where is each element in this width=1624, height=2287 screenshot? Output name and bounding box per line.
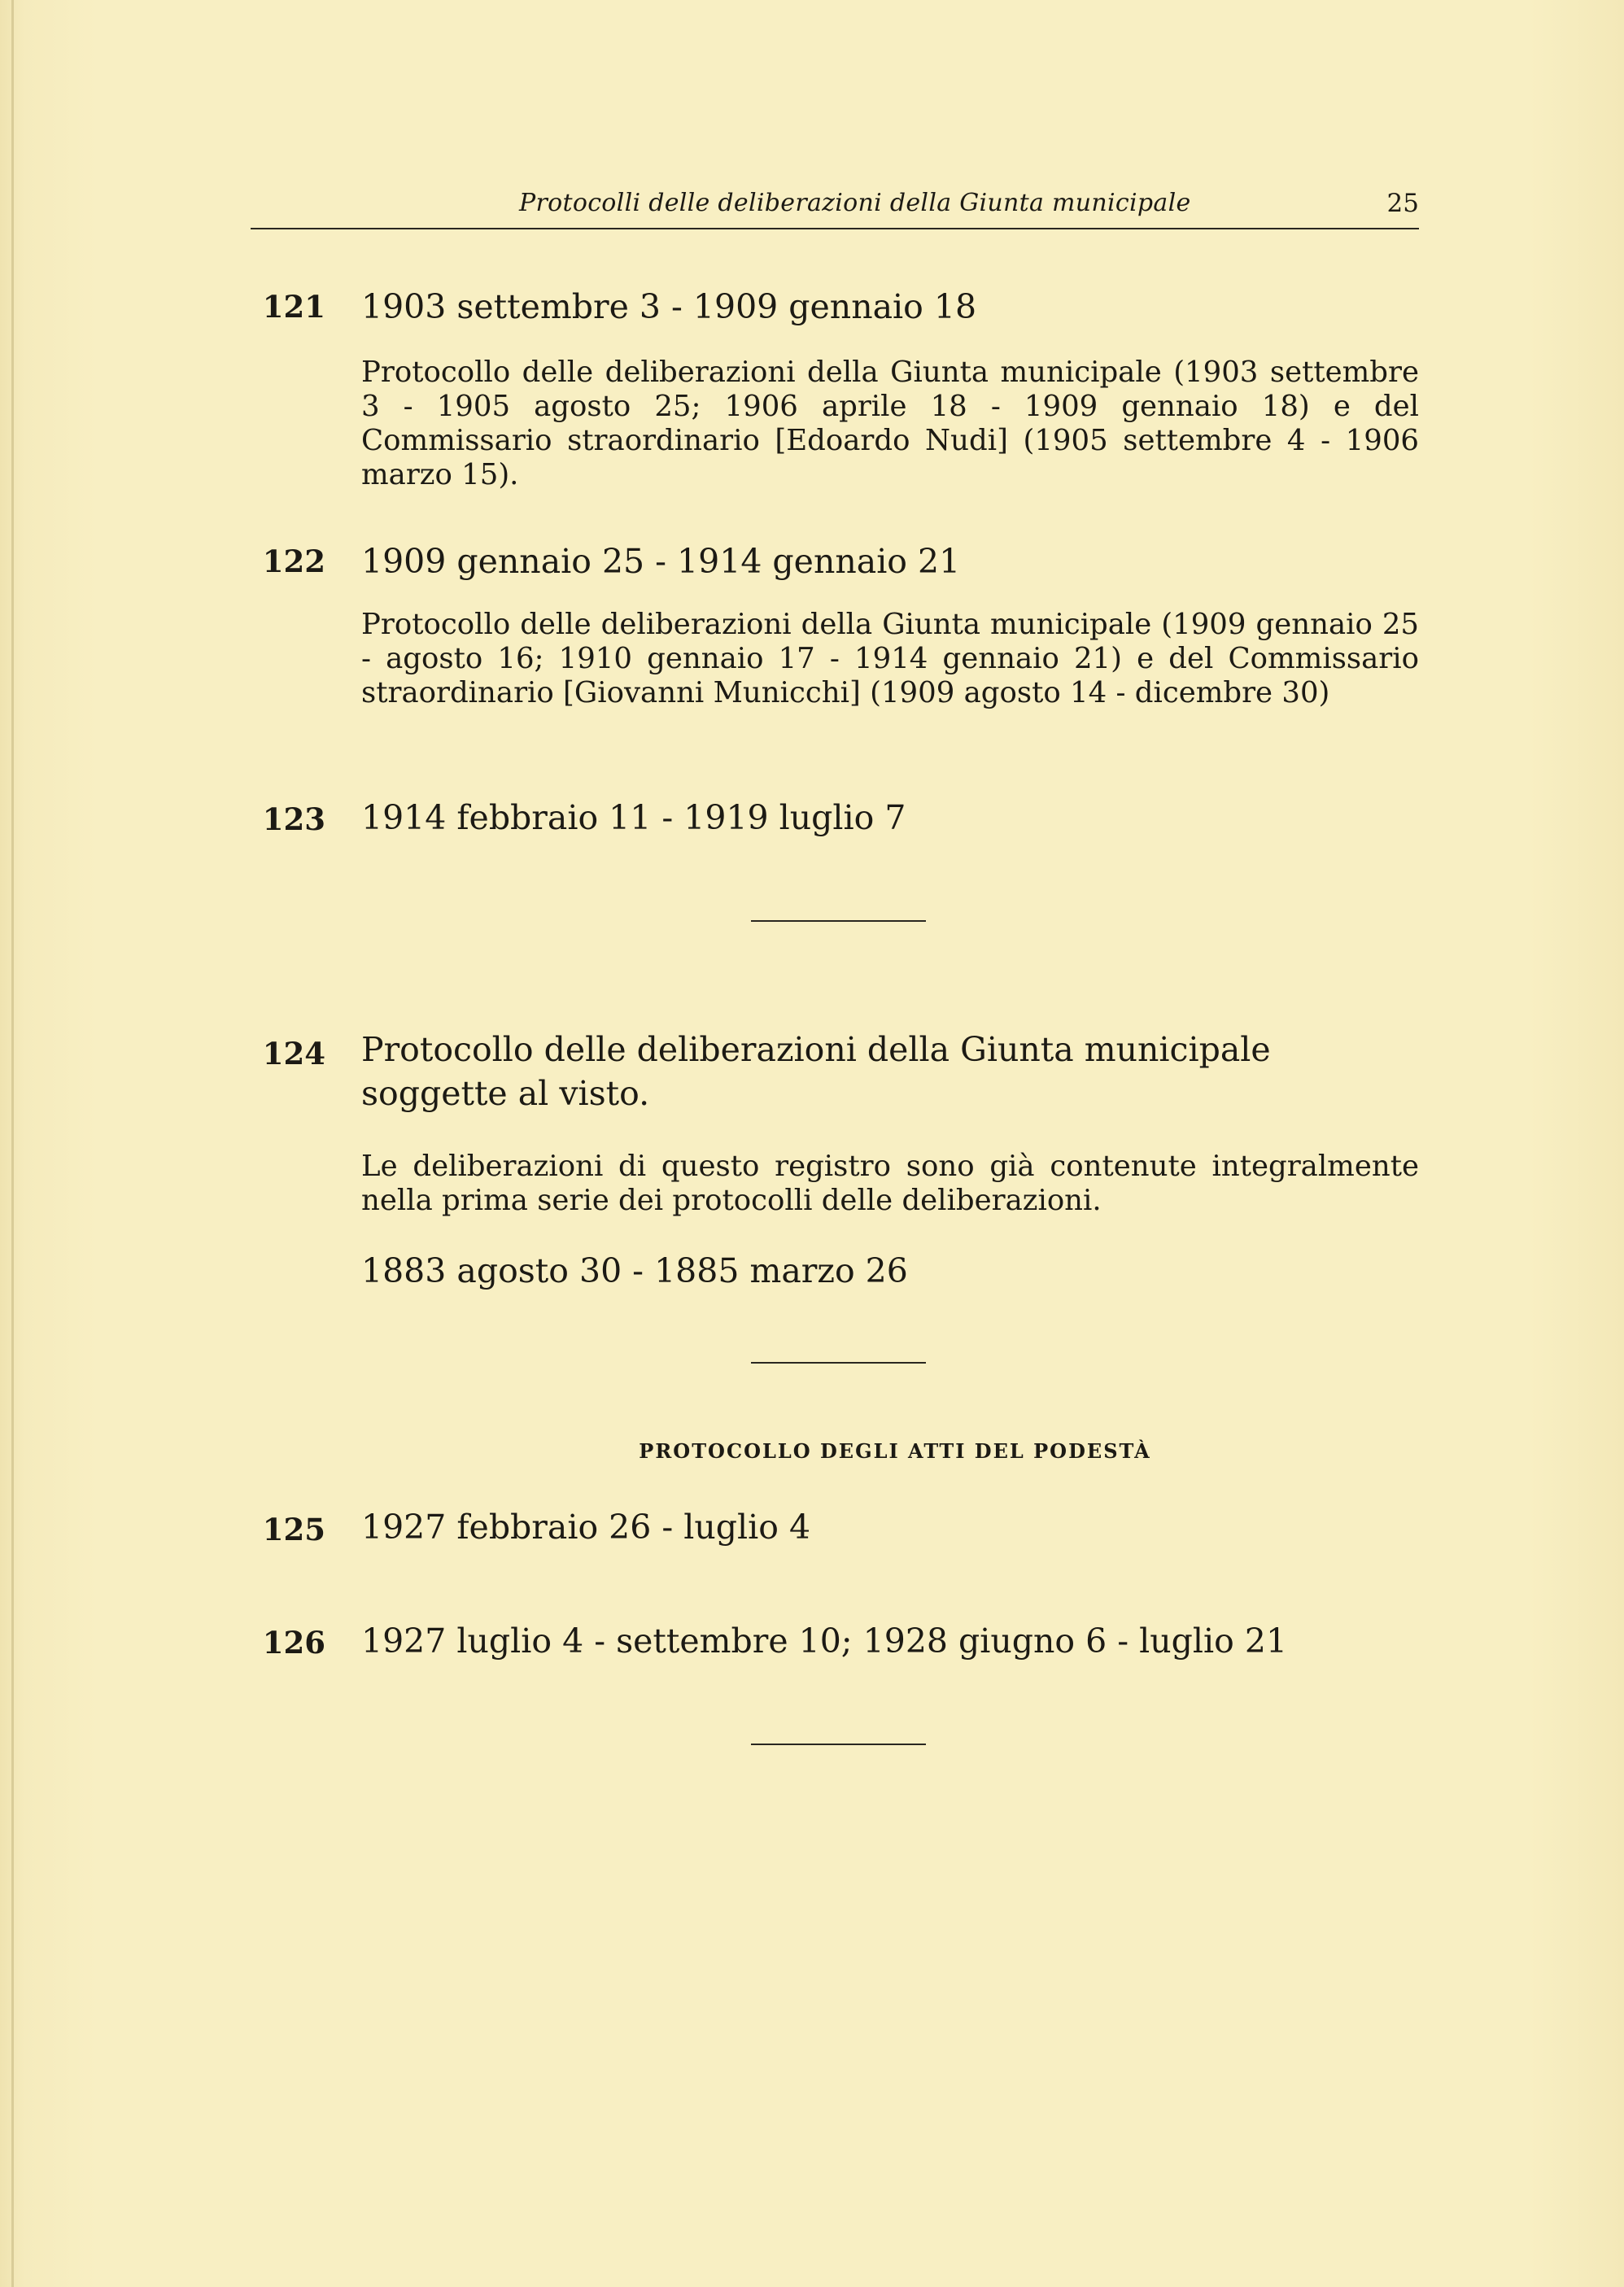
separator-rule [751,1744,926,1745]
header-title: Protocolli delle deliberazioni della Giunta municipale [519,189,1191,217]
running-header [251,189,1419,229]
entry-number: 125 [262,1512,325,1547]
entry-number: 122 [262,543,325,579]
entry-description: Protocollo delle deliberazioni della Giunta municipale (1909 gennaio 25 - agosto 16; 1910 gennaio 17 - 1914 gennaio 21) e del Commissario straordinario [Giovanni Municchi] (1909 agosto 14 - dicembre 30) [361,608,1419,709]
separator-rule [751,1362,926,1364]
entry-title: 1903 settembre 3 - 1909 gennaio 18 [361,287,977,326]
entry-number: 123 [262,801,325,837]
entry-number: 124 [262,1036,325,1071]
entry-title: Protocollo delle deliberazioni della Giunta municipale soggette al visto. [361,1030,1271,1113]
entry-title: 1909 gennaio 25 - 1914 gennaio 21 [361,542,961,581]
entry-number: 121 [262,289,325,325]
entry-title: 1927 febbraio 26 - luglio 4 [361,1508,811,1547]
binding-edge [11,0,14,2287]
page-number: 25 [1386,189,1419,218]
section-heading: PROTOCOLLO DEGLI ATTI DEL PODESTÀ [639,1439,1151,1463]
entry-title: 1914 febbraio 11 - 1919 luglio 7 [361,798,906,837]
separator-rule [751,920,926,922]
entry-description: Protocollo delle deliberazioni della Giunta municipale (1903 settembre 3 - 1905 agosto 25; 1906 aprile 18 - 1909 gennaio 18) e del Commissario straordinario [Edoardo Nudi] (1905 settembre 4 - 1906 marzo 15). [361,356,1419,491]
entry-title: 1927 luglio 4 - settembre 10; 1928 giugno 6 - luglio 21 [361,1621,1288,1661]
entry-dates: 1883 agosto 30 - 1885 marzo 26 [361,1251,908,1290]
entry-description: Le deliberazioni di questo registro sono già contenute integralmente nella prima serie dei protocolli delle deliberazioni. [361,1150,1419,1217]
entry-number: 126 [262,1625,325,1661]
